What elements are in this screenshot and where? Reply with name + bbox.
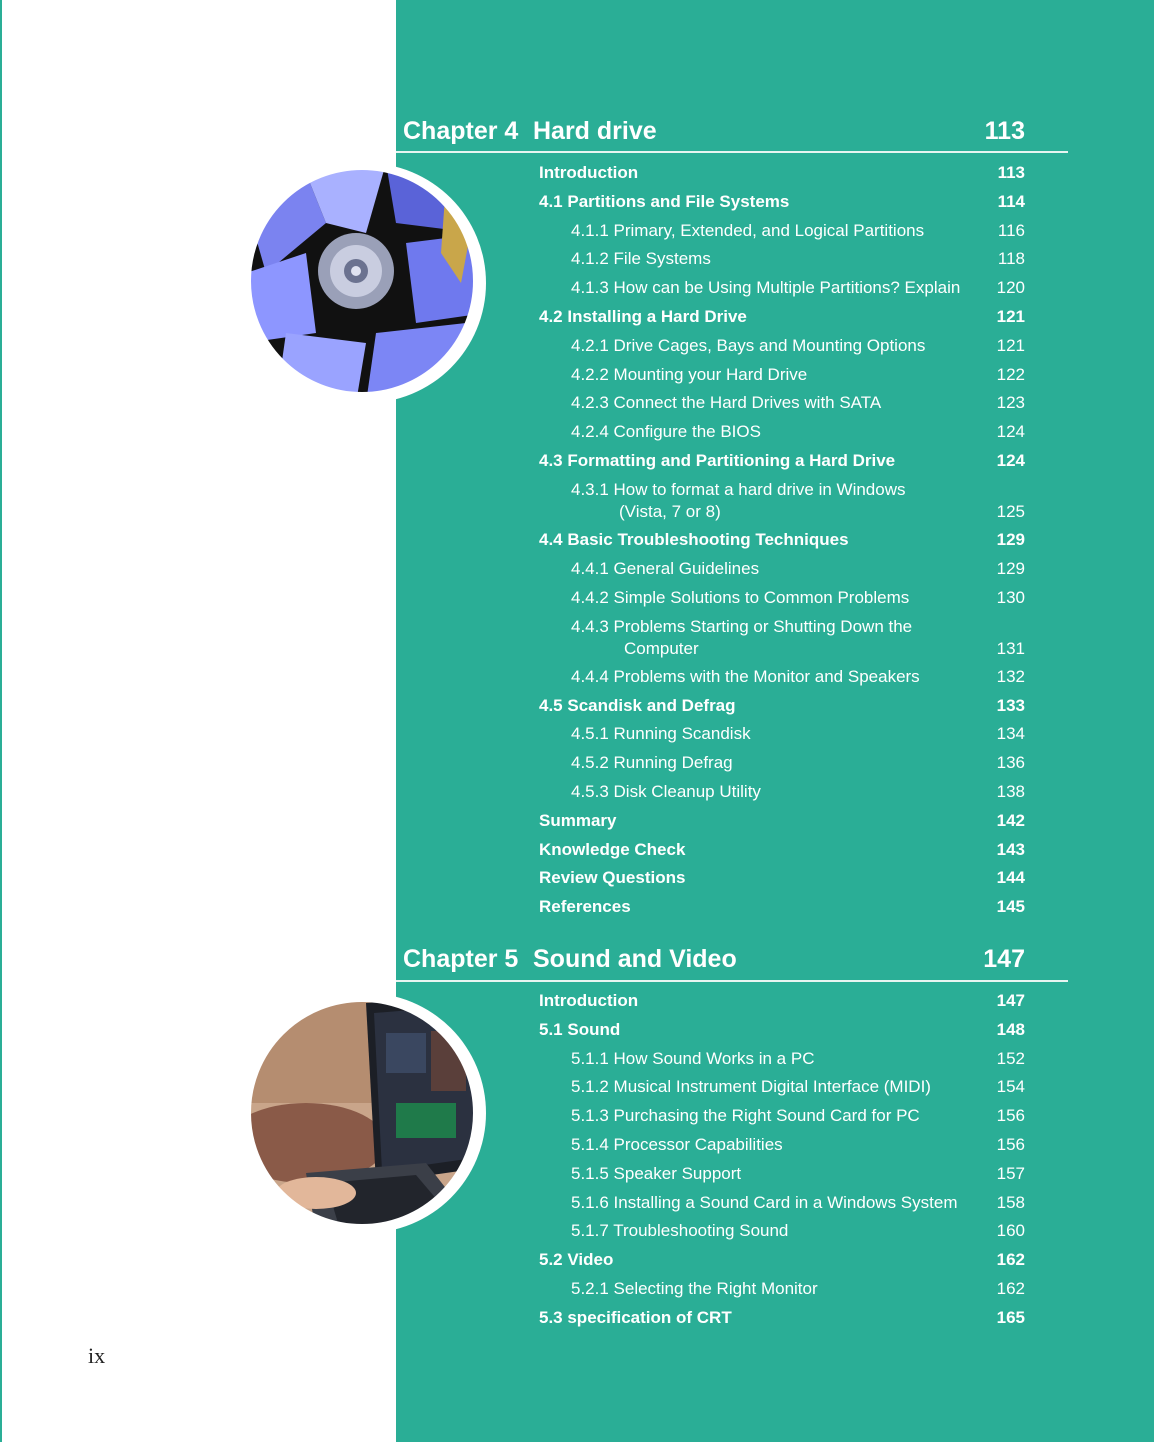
chapter-page: 113 (984, 117, 1025, 145)
laptop-illustration (246, 993, 486, 1233)
toc-entry[interactable] (571, 479, 1025, 523)
toc-entry-page: 142 (996, 810, 1025, 830)
chapter-number: Chapter 5 (403, 945, 519, 973)
toc-entry[interactable] (571, 723, 1025, 745)
toc-entry-page: 145 (996, 897, 1025, 917)
page-edge-line (0, 0, 2, 1442)
toc-entry-page: 160 (996, 1221, 1025, 1241)
toc-entry[interactable] (571, 1278, 1025, 1300)
toc-entry-page: 125 (996, 501, 1025, 521)
toc-entry[interactable] (571, 1192, 1025, 1214)
toc-entry-label: 5.1.2 Musical Instrument Digital Interface (MIDI) (571, 1077, 931, 1097)
toc-entry-label: 4.1.2 File Systems (571, 249, 711, 269)
chapter-page: 147 (983, 945, 1025, 973)
toc-entry-label-continued: (Vista, 7 or 8) (619, 501, 721, 521)
toc-entry[interactable] (571, 558, 1025, 580)
toc-entry-page: 132 (996, 666, 1025, 686)
toc-entry-page: 158 (996, 1192, 1025, 1212)
toc-entry-label: 5.1.5 Speaker Support (571, 1163, 742, 1183)
toc-entry-label: Summary (539, 810, 617, 830)
toc-entry[interactable] (539, 839, 1025, 861)
toc-entry-label: 4.3.1 How to format a hard drive in Windows (571, 479, 906, 499)
chapter-rule (396, 980, 1068, 982)
hard-drive-illustration (246, 163, 486, 403)
toc-entry[interactable] (539, 896, 1025, 918)
toc-entry[interactable] (571, 364, 1025, 386)
toc-entry-label: Knowledge Check (539, 839, 686, 859)
toc-entry-label-continued: Computer (624, 638, 699, 658)
toc-entry-label: 5.1.1 How Sound Works in a PC (571, 1048, 815, 1068)
toc-entry-page: 156 (996, 1135, 1025, 1154)
toc-entry[interactable] (571, 1048, 1025, 1070)
toc-entry[interactable] (571, 248, 1025, 270)
toc-entry-page: 120 (996, 278, 1025, 298)
toc-entry-label: Introduction (539, 163, 639, 182)
toc-entry-page: 148 (996, 1019, 1025, 1039)
toc-entry-label: 4.4.2 Simple Solutions to Common Problems (571, 587, 910, 607)
toc-entry-label: 4.5.1 Running Scandisk (571, 724, 751, 744)
chapter-heading[interactable] (403, 945, 1025, 985)
toc-entry-page: 134 (996, 724, 1025, 744)
toc-entry-page: 121 (996, 307, 1025, 326)
toc-entry-label: 4.4 Basic Troubleshooting Techniques (539, 530, 849, 550)
chapter-number: Chapter 4 (403, 117, 519, 145)
toc-entry[interactable] (571, 421, 1025, 443)
toc-entry[interactable] (571, 666, 1025, 688)
toc-entry-page: 124 (996, 422, 1025, 442)
toc-entry-label: 5.1.7 Troubleshooting Sound (571, 1221, 789, 1241)
toc-entry-page: 144 (996, 868, 1025, 888)
toc-entry-label: 4.1.3 How can be Using Multiple Partitions? Explain (571, 278, 961, 298)
chapter-title: Sound and Video (533, 945, 737, 973)
toc-entry[interactable] (539, 1019, 1025, 1041)
toc-entry[interactable] (539, 529, 1025, 551)
toc-entry[interactable] (571, 1220, 1025, 1242)
toc-entry-page: 113 (997, 163, 1025, 182)
toc-entry-label: 4.5.2 Running Defrag (571, 753, 733, 773)
toc-entry[interactable] (571, 587, 1025, 609)
toc-entry-page: 156 (996, 1106, 1025, 1126)
toc-entry-label: 4.1 Partitions and File Systems (539, 191, 790, 211)
toc-entry[interactable] (539, 450, 1025, 472)
toc-entry-label: 4.2.3 Connect the Hard Drives with SATA (571, 393, 882, 413)
chapter-title: Hard drive (533, 117, 657, 145)
laptop-photo (246, 993, 486, 1233)
toc-entry[interactable] (539, 306, 1025, 328)
toc-entry-label: 4.2.2 Mounting your Hard Drive (571, 364, 808, 384)
toc-entry-label: 4.4.3 Problems Starting or Shutting Down the (571, 616, 913, 636)
toc-entry-label: 5.1.3 Purchasing the Right Sound Card for PC (571, 1106, 920, 1126)
toc-entry-page: 133 (996, 695, 1025, 715)
toc-entry-label: 4.5 Scandisk and Defrag (539, 695, 736, 715)
toc-entry-page: 122 (996, 364, 1025, 384)
toc-entry-label: Review Questions (539, 868, 686, 888)
toc-entry[interactable] (539, 695, 1025, 717)
toc-entry-page: 138 (996, 782, 1025, 801)
toc-entry-page: 116 (997, 220, 1025, 240)
toc-entry[interactable] (571, 335, 1025, 357)
toc-entry-label: 4.2.4 Configure the BIOS (571, 422, 761, 442)
toc-entry[interactable] (571, 616, 1025, 660)
toc-entry[interactable] (539, 810, 1025, 832)
toc-entry-label: 4.4.4 Problems with the Monitor and Speakers (571, 666, 920, 686)
toc-entry[interactable] (571, 220, 1025, 242)
toc-entry[interactable] (539, 1307, 1025, 1329)
toc-entry[interactable] (539, 191, 1025, 213)
toc-entry-page: 123 (996, 393, 1025, 413)
toc-entry-page: 162 (996, 1250, 1025, 1270)
toc-entry-label: 4.1.1 Primary, Extended, and Logical Partitions (571, 220, 925, 240)
toc-entry-label: 4.3 Formatting and Partitioning a Hard Drive (539, 451, 896, 470)
toc-entry-page: 157 (996, 1163, 1025, 1183)
toc-entry[interactable] (571, 1163, 1025, 1185)
toc-entry-page: 131 (996, 638, 1025, 658)
toc-entry-label: 5.1 Sound (539, 1019, 621, 1039)
toc-entry-label: 5.2.1 Selecting the Right Monitor (571, 1279, 818, 1298)
toc-entry-page: 162 (996, 1279, 1025, 1298)
hard-drive-photo (246, 163, 486, 403)
toc-entry[interactable] (571, 781, 1025, 803)
page-folio: ix (88, 1343, 106, 1368)
toc-entry-label: Introduction (539, 991, 639, 1010)
toc-entry-label: 5.1.4 Processor Capabilities (571, 1135, 783, 1154)
toc-entry-page: 124 (996, 451, 1025, 470)
toc-entry-page: 147 (996, 991, 1025, 1010)
toc-entry-page: 154 (996, 1077, 1025, 1097)
toc-entry[interactable] (571, 1134, 1025, 1156)
toc-entry[interactable] (539, 162, 1025, 184)
toc-entry-page: 136 (996, 753, 1025, 773)
toc-entry-page: 143 (996, 839, 1025, 859)
toc-entry-label: 4.2.1 Drive Cages, Bays and Mounting Options (571, 335, 926, 355)
toc-entry-label: 4.5.3 Disk Cleanup Utility (571, 782, 761, 801)
toc-entry-page: 114 (997, 191, 1025, 211)
toc-entry-label: 4.2 Installing a Hard Drive (539, 307, 747, 326)
toc-entry-page: 129 (996, 558, 1025, 578)
chapter-rule (396, 151, 1068, 153)
toc-entry-label: References (539, 897, 631, 917)
toc-entry[interactable] (571, 752, 1025, 774)
toc-entry-page: 129 (996, 530, 1025, 550)
toc-entry-page: 118 (997, 249, 1025, 269)
toc-entry[interactable] (571, 1105, 1025, 1127)
toc-entry[interactable] (539, 1249, 1025, 1271)
toc-entry-label: 5.3 specification of CRT (539, 1307, 732, 1327)
toc-entry-label: 5.2 Video (539, 1250, 614, 1270)
toc-entry[interactable] (571, 277, 1025, 299)
toc-entry-page: 121 (996, 335, 1025, 355)
toc-entry[interactable] (539, 990, 1025, 1012)
toc-entry-page: 130 (996, 587, 1025, 607)
toc-entry-page: 152 (996, 1048, 1025, 1068)
toc-entry[interactable] (571, 392, 1025, 414)
toc-entry-label: 5.1.6 Installing a Sound Card in a Windows System (571, 1192, 958, 1212)
toc-entry-label: 4.4.1 General Guidelines (571, 558, 760, 578)
toc-entry[interactable] (571, 1076, 1025, 1098)
toc-entry[interactable] (539, 867, 1025, 889)
toc-entry-page: 165 (996, 1307, 1025, 1327)
